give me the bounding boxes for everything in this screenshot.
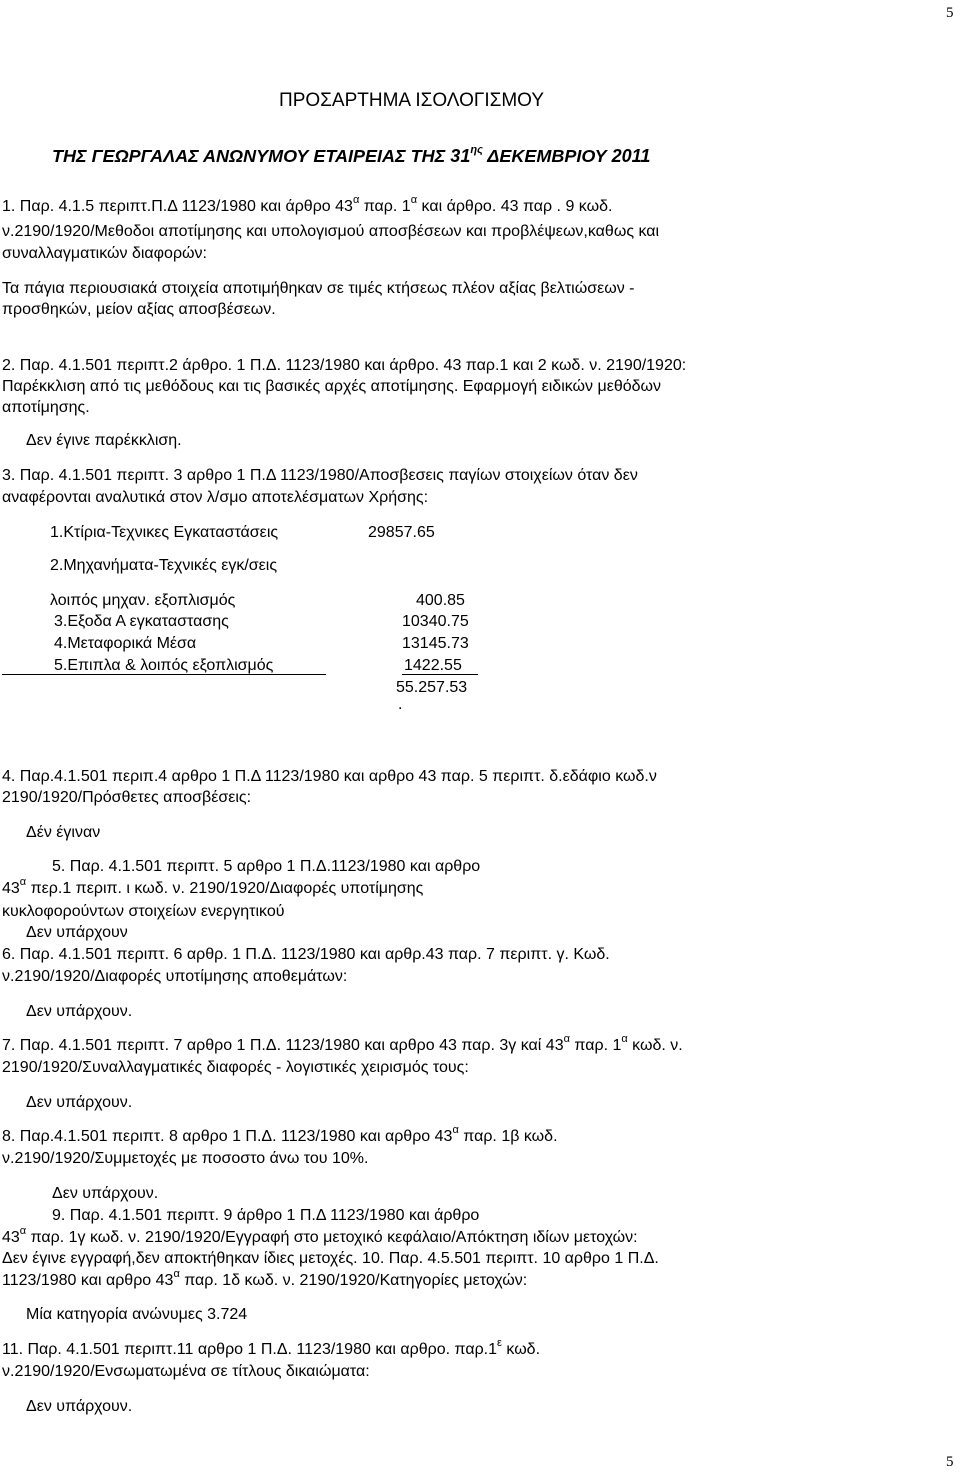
s1-line-2: ν.2190/1920/Μεθοδοι αποτίμησης και υπολογισμού αποσβέσεων και προβλέψεων,καθως και (2, 223, 660, 240)
s2-line-2: Παρέκκλιση από τις μεθόδους και τις βασικές αρχές αποτίμησης. Εφαρμογή ειδικών μεθόδων (2, 378, 662, 395)
s4-line-1: 4. Παρ.4.1.501 περιπ.4 αρθρο 1 Π.Δ 1123/1980 και αρθρο 43 παρ. 5 περιπτ. δ.εδάφιο κωδ.ν (2, 768, 657, 785)
s11-line-3: Δεν υπάρχουν. (26, 1398, 133, 1415)
s3-total: 55.257.53 (396, 679, 468, 696)
s3-item-label: λοιπός μηχαν. εξοπλισμός (50, 592, 236, 609)
s1-line-5: προσθηκών, μείον αξίας αποσβέσεων. (2, 301, 276, 318)
s1-line-3: συναλλαγματικών διαφορών: (2, 245, 207, 262)
s5-line-3: κυκλοφορούντων στοιχείων ενεργητικού (2, 903, 285, 920)
s3-item-value: 10340.75 (402, 613, 469, 630)
s3-item-value: 400.85 (416, 592, 465, 609)
s11-line-2: ν.2190/1920/Ενσωματωμένα σε τίτλους δικαιώματα: (2, 1363, 370, 1380)
s4-line-3: Δέν έγιναν (26, 824, 101, 841)
s6-line-1: 6. Παρ. 4.1.501 περιπτ. 6 αρθρ. 1 Π.Δ. 1123/1980 και αρθρ.43 παρ. 7 περιπτ. γ. Κωδ. (2, 946, 610, 963)
s5-line-1: 5. Παρ. 4.1.501 περιπτ. 5 αρθρο 1 Π.Δ.1123/1980 και αρθρο (52, 858, 481, 875)
s7-line-3: Δεν υπάρχουν. (26, 1094, 133, 1111)
document-subtitle: ΤΗΣ ΓΕΩΡΓΑΛΑΣ ΑΝΩΝΥΜΟΥ ΕΤΑΙΡΕΙΑΣ ΤΗΣ $31^{\eta\varsigma}$ ΔΕΚΕΜΒΡΙΟΥ 2011 (52, 144, 651, 166)
s2-line-1: 2. Παρ. 4.1.501 περιπτ.2 άρθρο. 1 Π.Δ. 1123/1980 και άρθρο. 43 παρ.1 και 2 κωδ. ν. 2190/1920: (2, 357, 687, 374)
s8-line-1: 8. Παρ.4.1.501 περιπτ. 8 αρθρο 1 Π.Δ. 1123/1980 και αρθρο $43^\alpha$ παρ. 1β κωδ. (2, 1123, 558, 1145)
s5-line-4: Δεν υπάρχουν (26, 924, 128, 941)
s2-line-3: αποτίμησης. (2, 399, 90, 416)
s8-line-2: ν.2190/1920/Συμμετοχές με ποσοστο άνω του 10%. (2, 1150, 369, 1167)
s9-line-2: $43^\alpha$ παρ. 1γ κωδ. ν. 2190/1920/Εγγραφή στο μετοχικό κεφάλαιο/Απόκτηση ιδίων μετοχών: (2, 1224, 638, 1246)
s4-line-2: 2190/1920/Πρόσθετες αποσβέσεις: (2, 789, 252, 806)
s7-line-2: 2190/1920/Συναλλαγματικές διαφορές - λογιστικές χειρισμός τους: (2, 1059, 469, 1076)
s3-item-label: 5.Επιπλα & λοιπός εξοπλισμός (54, 657, 274, 674)
s6-line-2: ν.2190/1920/Διαφορές υποτίμησης αποθεμάτων: (2, 968, 348, 985)
s3-item-value: 29857.65 (368, 524, 435, 541)
s3-underline-value (402, 674, 478, 675)
s9-line-4: 1123/1980 και αρθρο $43^\alpha$ παρ. 1δ κωδ. ν. 2190/1920/Κατηγορίες μετοχών: (2, 1267, 528, 1289)
s3-line-1: 3. Παρ. 4.1.501 περιπτ. 3 αρθρο 1 Π.Δ 1123/1980/Αποσβεσεις παγίων στοιχείων όταν δεν (2, 467, 638, 484)
s3-line-2: αναφέρονται αναλυτικά στον λ/σμο αποτελέσματων Χρήσης: (2, 489, 429, 506)
s7-line-1: 7. Παρ. 4.1.501 περιπτ. 7 αρθρο 1 Π.Δ. 1123/1980 και αρθρο 43 παρ. 3γ καί $43^\alpha$ παρ. $1^\alpha$ κωδ. ν. (2, 1032, 683, 1054)
page-number-bottom: 5 (946, 1454, 954, 1470)
s3-item-value: 1422.55 (404, 657, 462, 674)
document-title: ΠΡΟΣΑΡΤΗΜΑ ΙΣΟΛΟΓΙΣΜΟΥ (279, 90, 545, 111)
s3-item-label: 2.Μηχανήματα-Τεχνικές εγκ/σεις (50, 557, 278, 574)
s3-dot: . (398, 696, 403, 713)
page-number-top: 5 (946, 5, 954, 21)
s11-line-1: 11. Παρ. 4.1.501 περιπτ.11 αρθρο 1 Π.Δ. 1123/1980 και αρθρο. $\pi\alpha\rho.1^\varepsilon$ κωδ. (2, 1336, 541, 1358)
s3-item-value: 13145.73 (402, 635, 469, 652)
s1-line-4: Τα πάγια περιουσιακά στοιχεία αποτιμήθηκαν σε τιμές κτήσεως πλέον αξίας βελτιώσεων - (2, 280, 635, 297)
s8-line-3: Δεν υπάρχουν. (52, 1185, 159, 1202)
s9-line-3: Δεν έγινε εγγραφή,δεν αποκτήθηκαν ίδιες μετοχές. 10. Παρ. 4.5.501 περιπτ. 10 αρθρο 1 Π.Δ. (2, 1250, 659, 1267)
s6-line-3: Δεν υπάρχουν. (26, 1003, 133, 1020)
s3-item-label: 3.Εξοδα Α εγκαταστασης (54, 613, 229, 630)
s1-line-1: 1. Παρ. 4.1.5 περιπτ.Π.Δ 1123/1980 και άρθρο $43^\alpha$ παρ. $1^\alpha$ και άρθρο. 43 παρ . 9 κωδ. (2, 193, 613, 215)
s2-line-4: Δεν έγινε παρέκκλιση. (26, 432, 182, 449)
s5-line-2: $43^\alpha$ περ.1 περιπ. ι κωδ. ν. 2190/1920/Διαφορές υποτίμησης (2, 875, 424, 897)
s3-underline-label (2, 674, 326, 675)
s9-line-5: Μία κατηγορία ανώνυμες 3.724 (26, 1306, 248, 1323)
s3-item-label: 1.Κτίρια-Τεχνικες Εγκαταστάσεις (50, 524, 279, 541)
s9-line-1: 9. Παρ. 4.1.501 περιπτ. 9 άρθρο 1 Π.Δ 1123/1980 και άρθρο (52, 1207, 480, 1224)
s3-item-label: 4.Μεταφορικά Μέσα (54, 635, 197, 652)
